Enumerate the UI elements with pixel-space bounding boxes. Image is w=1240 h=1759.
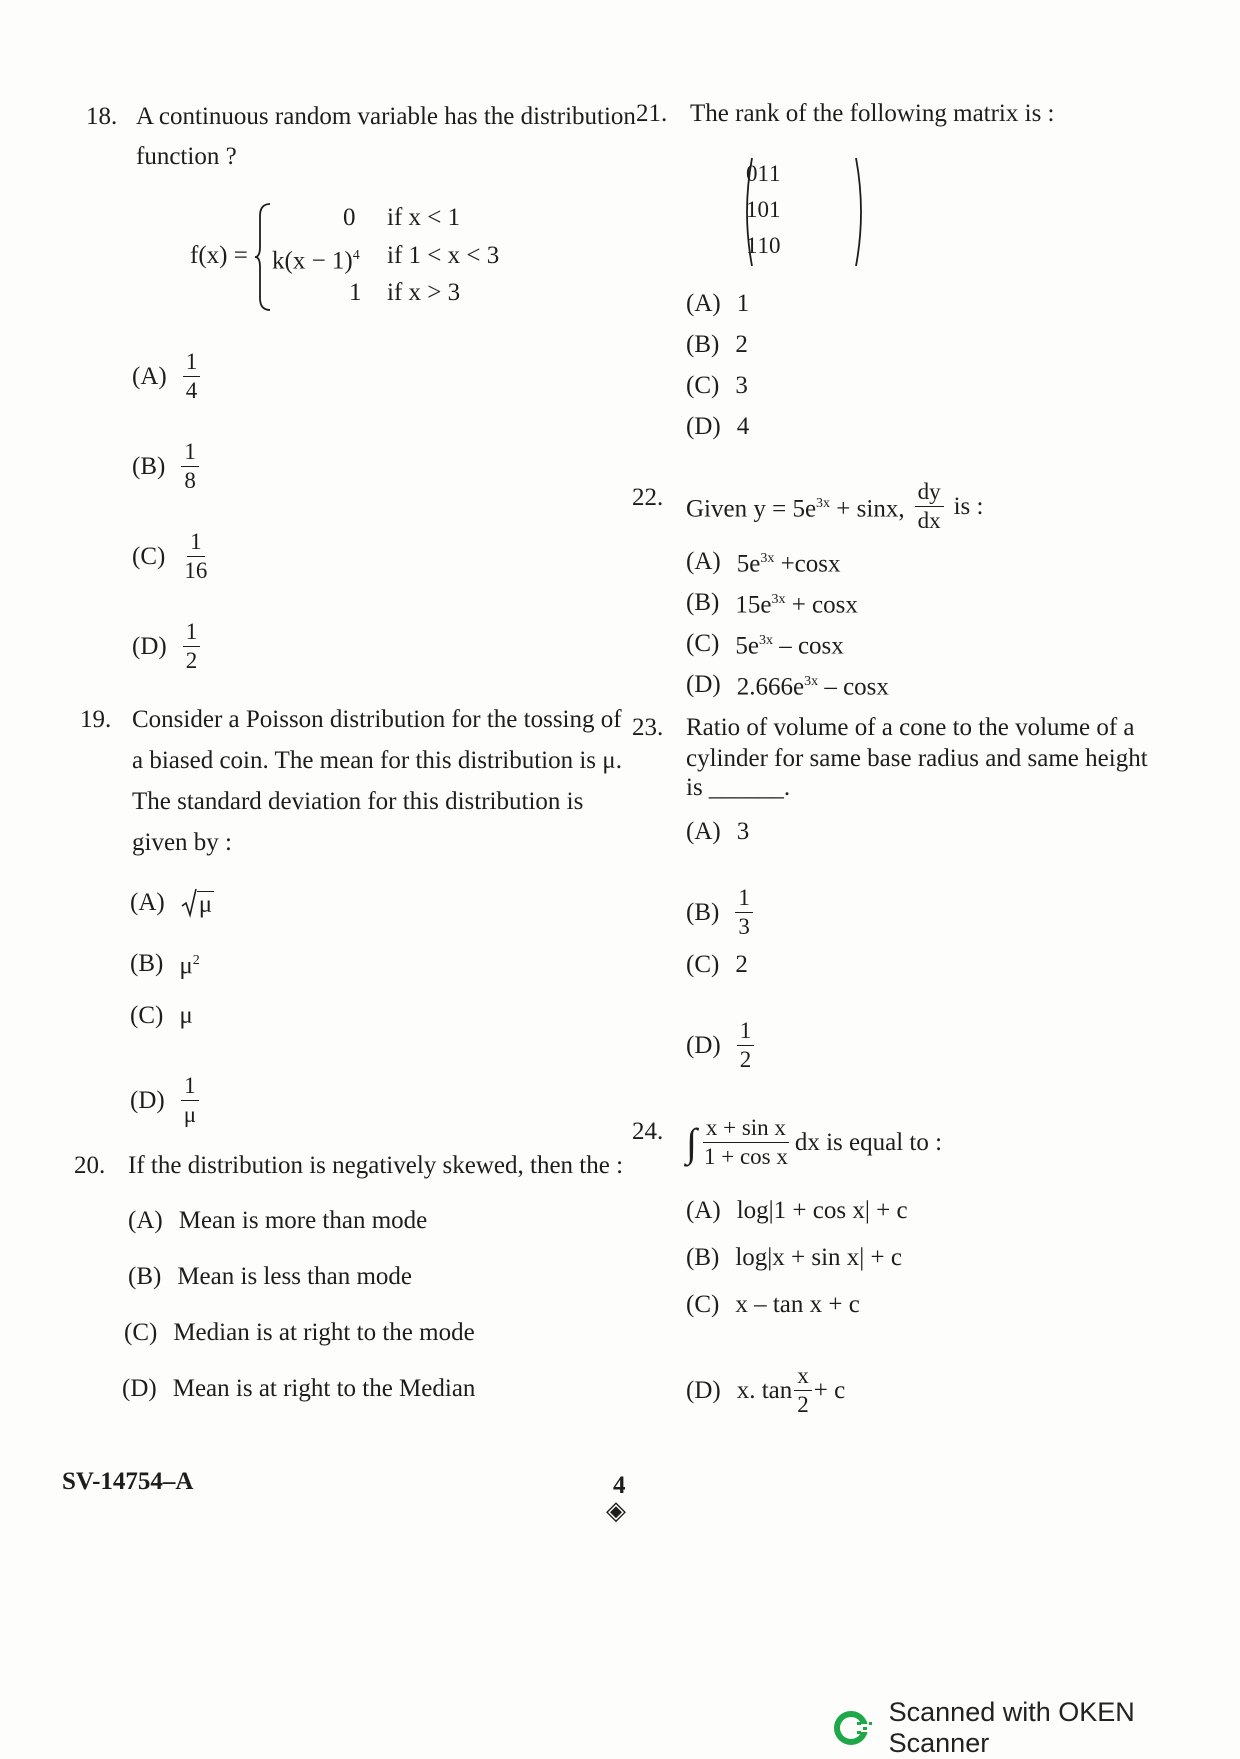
page-number: 4	[613, 1472, 626, 1499]
question-text: a biased coin. The mean for this distribution is μ.	[132, 747, 622, 774]
question-text: cylinder for same base radius and same height	[686, 745, 1148, 772]
matrix-grid: 0 1 1 1 0 1 1 1 0	[746, 161, 781, 258]
question-text: The standard deviation for this distribution is	[132, 788, 584, 815]
case-condition: if x > 3	[387, 279, 461, 306]
question-text: Given $y = 5e^{3x} + \sin x$, $\frac{dy}{dx}$ is :	[686, 479, 984, 533]
question-number: 23.	[632, 714, 664, 741]
paper-code: SV-14754–A	[62, 1468, 194, 1495]
option-b: (B) 2	[686, 331, 748, 358]
case-condition: if 1 < x < 3	[387, 242, 500, 269]
option-a: (A) Mean is more than mode	[128, 1207, 428, 1234]
option-d: (D) $\frac{1}{\mu}$	[130, 1072, 199, 1129]
case-value: $k(x - 1)^4$	[272, 247, 360, 275]
case-condition: if x < 1	[387, 204, 461, 231]
option-a: (A) μ	[130, 889, 213, 918]
question-number: 20.	[74, 1152, 106, 1179]
integral-sign: ∫	[686, 1119, 697, 1165]
option-c: (C) 2	[686, 951, 748, 978]
option-b: (B) $\mu^2$	[130, 949, 200, 980]
option-d: (D) $2.666e^{3x}$ – cosx	[686, 670, 889, 701]
question-text: is ______.	[686, 774, 791, 801]
option-b: (B) $\frac{1}{8}$	[132, 438, 199, 495]
question-text: ∫ $\frac{\text{x + sin x}}{\text{1 + cos x}}$ dx is equal to :	[686, 1115, 943, 1169]
option-a: (A) $5e^{3x} +\cos x$	[686, 547, 841, 578]
option-c: (C) Median is at right to the mode	[124, 1319, 475, 1346]
integrand-fraction: $\frac{\text{x + sin x}}{\text{1 + cos x}}$	[703, 1115, 788, 1169]
question-number: 18.	[86, 103, 118, 130]
question-text: If the distribution is negatively skewed, then the :	[128, 1152, 624, 1179]
fraction: $\frac{1}{4}$	[183, 348, 201, 405]
question-number: 22.	[632, 484, 664, 511]
option-a: (A) 3	[686, 818, 750, 845]
right-paren	[854, 156, 868, 268]
option-d: (D) Mean is at right to the Median	[122, 1375, 476, 1402]
question-text: A continuous random variable has the distribution	[136, 103, 636, 130]
option-c: (C) 3	[686, 372, 748, 399]
scanner-watermark: Scanned with OKEN Scanner	[833, 1697, 1240, 1759]
question-text: Ratio of volume of a cone to the volume of a	[686, 714, 1135, 741]
fraction: $\frac{1}{2}$	[183, 618, 201, 675]
option-b: (B) Mean is less than mode	[128, 1263, 413, 1290]
option-a: (A) $\frac{1}{4}$	[132, 348, 200, 405]
oken-scanner-logo-icon	[833, 1710, 877, 1746]
option-c: (C) $5e^{3x}$ – cosx	[686, 629, 844, 660]
case-value: 1	[349, 279, 362, 306]
option-d: (D) $\frac{1}{2}$	[132, 618, 200, 675]
fraction: $\frac{1}{16}$	[184, 529, 208, 583]
question-text: function ?	[136, 143, 237, 170]
option-c: (C) μ	[130, 1002, 193, 1029]
option-d: (D) x. tan $\frac{x}{2}$ + c	[686, 1363, 846, 1417]
fraction: $\frac{1}{\mu}$	[181, 1072, 199, 1129]
radical-sign-icon	[181, 888, 197, 918]
option-a: (A) log|1 + cos x| + c	[686, 1197, 908, 1224]
option-a: (A) 1	[686, 290, 750, 317]
option-b: (B) log|x + sin x| + c	[686, 1244, 903, 1271]
fraction: $\frac{1}{2}$	[737, 1017, 755, 1074]
option-c: (C) x – tan x + c	[686, 1291, 860, 1318]
function-label: f(x) =	[190, 242, 248, 269]
question-text: The rank of the following matrix is :	[690, 100, 1055, 127]
question-number: 19.	[80, 706, 112, 733]
diamond-mark-icon: ◈	[606, 1496, 626, 1525]
question-number: 24.	[632, 1118, 664, 1145]
question-text: Consider a Poisson distribution for the tossing of	[132, 706, 622, 733]
question-number: 21.	[636, 100, 668, 127]
option-b: (B) $15e^{3x} + \cos x$	[686, 588, 858, 619]
fraction: $\frac{1}{8}$	[181, 438, 199, 495]
left-brace	[254, 202, 274, 312]
option-b: (B) $\frac{1}{3}$	[686, 884, 753, 941]
option-c: (C) $\frac{1}{16}$	[132, 528, 210, 585]
question-text: given by :	[132, 829, 232, 856]
derivative-fraction: $\frac{dy}{dx}$	[915, 478, 944, 535]
fraction: $\frac{1}{3}$	[735, 884, 753, 941]
case-value: 0	[343, 204, 356, 231]
fraction: $\frac{x}{2}$	[794, 1362, 812, 1419]
option-d: (D) $\frac{1}{2}$	[686, 1017, 754, 1074]
square-root: μ	[181, 888, 214, 918]
option-d: (D) 4	[686, 413, 750, 440]
